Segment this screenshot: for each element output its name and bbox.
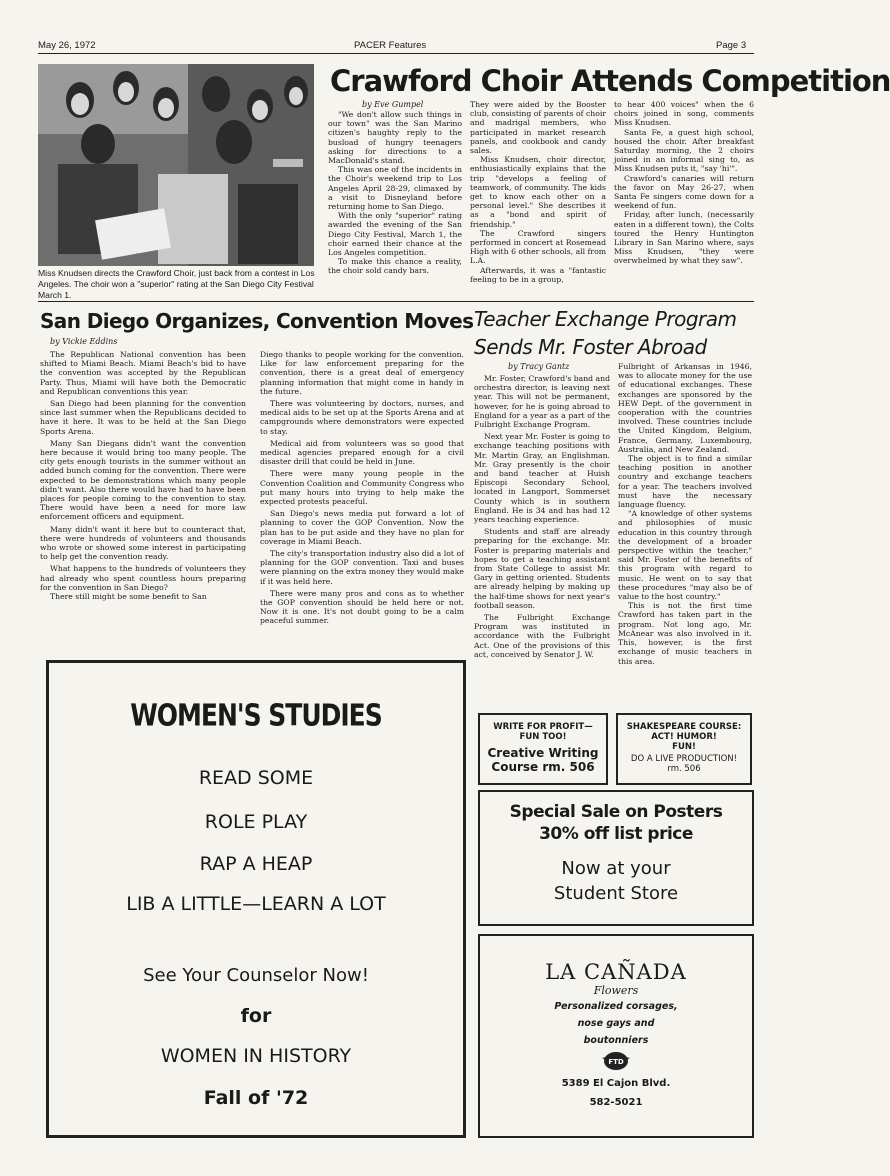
paragraph: The Fulbright Exchange Program was instituted in accordance with the Fulbright Act. One of the provisions of this act, conceived by Senator J. W. <box>474 613 610 659</box>
ad-line-read: READ SOME <box>198 767 314 789</box>
convention-headline: San Diego Organizes, Convention Moves <box>40 309 474 333</box>
paragraph: The Crawford singers performed in concert at Rosemead High with 6 other schools, all from L.A. <box>470 228 606 266</box>
shakespeare-line-2: ACT! HUMOR! <box>651 732 717 742</box>
paragraph: Mr. Foster, Crawford's band and orchestra director, is leaving next year. This will not be permanent, however, for he is going abroad to England for a year as a part of the Fulbright Exchange Program. <box>474 374 610 430</box>
ad-line-lib: LIB A LITTLE—LEARN A LOT <box>126 893 386 915</box>
shakespeare-line-1: SHAKESPEARE COURSE: <box>626 722 742 732</box>
writing-ad-line-3: Creative Writing <box>487 746 599 760</box>
page-number: Page 3 <box>716 40 747 51</box>
posters-line-4: Student Store <box>553 883 679 904</box>
creative-writing-ad <box>478 713 608 785</box>
choir-column-1 <box>328 110 462 276</box>
choir-byline: by Eve Gumpel <box>362 100 424 109</box>
posters-line-1: Special Sale on Posters <box>509 802 723 822</box>
paragraph: There still might be some benefit to San <box>50 592 207 602</box>
issue-date: May 26, 1972 <box>38 40 96 51</box>
florist-tag-2: nose gays and <box>577 1018 655 1029</box>
shakespeare-ad <box>616 713 752 785</box>
posters-line-3: Now at your <box>561 858 671 879</box>
florist-name: LA CAÑADA <box>545 960 687 984</box>
section-rule <box>38 301 754 302</box>
paragraph: Students and staff are already preparing for the exchange. Mr. Foster is preparing materials and hopes to get a teaching assistant from State College to assist Mr. Gary in getting oriented. Students are already helping by making up the half-time shows for next year's football season. <box>474 527 610 610</box>
exchange-headline-line-1: Teacher Exchange Program <box>474 307 737 331</box>
paragraph: They were aided by the Booster club, consisting of parents of choir and madrigal members, who participated in market research panels, and cookbook and candy sales. <box>470 100 606 156</box>
paragraph: Next year Mr. Foster is going to exchange teaching positions with Mr. Martin Gray, an Englishman. Mr. Gray presently is the choir and band teacher at Huish Episcopi Secondary School, located in Langport, Sommerset County which is in southern England. He is 34 and has had 12 years teaching experience. <box>474 432 610 525</box>
paragraph: To make this chance a reality, the choir sold candy bars. <box>328 257 462 276</box>
paragraph: This was one of the incidents in the Choir's weekend trip to Los Angeles April 28-29, climaxed by a visit to Disneyland before returning home to San Diego. <box>328 165 462 212</box>
florist-subname: Flowers <box>593 984 639 997</box>
convention-column-1 <box>40 350 246 601</box>
women-in-history-line: WOMEN IN HISTORY <box>160 1045 352 1067</box>
paragraph: There were many pros and cons as to whether the GOP convention should be held here or not. Now it is one. It's not doubt going to be a calm peaceful summer. <box>260 588 464 626</box>
paragraph: What happens to the hundreds of volunteers they had already who spent countless hours preparing for the convention in San Diego? <box>40 564 246 592</box>
header-rule <box>38 53 754 54</box>
choir-column-2 <box>470 100 606 284</box>
shakespeare-line-3: FUN! <box>672 742 696 752</box>
florist-tag-1: Personalized corsages, <box>554 1001 678 1012</box>
paragraph: Miss Knudsen, choir director, enthusiastically explains that the trip "develops a feeling of teamwork, of community. The kids get to know each other on a personal level." She describes it as a "bond and spirit of friendship." <box>470 155 606 229</box>
writing-ad-line-2: FUN TOO! <box>519 732 567 742</box>
paragraph: Medical aid from volunteers was so good that medical agencies prepared enough for a civil disaster drill that could be held in June. <box>260 438 464 467</box>
counselor-line: See Your Counselor Now! <box>143 965 369 986</box>
fall-term-line: Fall of '72 <box>203 1087 309 1109</box>
ftd-logo <box>480 1050 752 1076</box>
womens-studies-title: WOMEN'S STUDIES <box>130 698 382 733</box>
paragraph: There was volunteering by doctors, nurses, and medical aids to be set up at the Sports Arena and at campgrounds where demonstrators were expected to stay. <box>260 399 464 436</box>
for-line: for <box>240 1005 272 1027</box>
convention-column-2 <box>260 350 464 626</box>
florist-address: 5389 El Cajon Blvd. <box>561 1078 671 1089</box>
paragraph: This is not the first time Crawford has taken part in the program. Not long ago, Mr. McAnear was also involved in it. This, however, is the first exchange of music teachers in this area. <box>618 601 752 666</box>
ad-line-role: ROLE PLAY <box>204 811 308 833</box>
exchange-byline: by Tracy Gantz <box>508 362 570 371</box>
ad-line-rap: RAP A HEAP <box>199 853 313 875</box>
writing-ad-line-1: WRITE FOR PROFIT— <box>493 722 593 732</box>
paragraph: Friday, after lunch, (necessarily eaten in a different town), the Colts toured the Henry Huntington Library in San Marino where, says Miss Knudsen, "they were overwhelmed by what they saw". <box>614 210 754 266</box>
paragraph: There were many young people in the Convention Coalition and Community Congress who put many hours into trying to help make the expected protests peaceful. <box>260 469 464 507</box>
convention-byline: by Vickie Eddins <box>50 337 118 346</box>
paragraph: Diego thanks to people working for the convention. Like for law enforcement preparing for the convention, there is a great deal of emergency planning information that might come in handy in the future. <box>260 350 464 396</box>
exchange-headline-line-2: Sends Mr. Foster Abroad <box>474 335 707 359</box>
posters-line-2: 30% off list price <box>539 824 693 844</box>
womens-studies-ad <box>46 660 466 1138</box>
paragraph: "A knowledge of other systems and philosophies of music education in this country through the development of a broader perspective within the teacher," said Mr. Foster of the benefits of this program with regard to music. He went on to say that these procedures "may also be of value to the host country." <box>618 509 752 602</box>
paragraph: Fulbright of Arkansas in 1946, was to allocate money for the use of educational exchanges. These exchanges are sponsored by the HEW Dept. of the government in cooperation with the countries involved. These countries include the United Kingdom, Belgium, France, Germany, Luxembourg, Australia, and New Zealand. <box>618 362 752 454</box>
florist-ad <box>478 934 754 1138</box>
paragraph: Crawford's canaries will return the favor on May 26-27, when Santa Fe singers come down for a weekend of fun. <box>614 173 754 211</box>
exchange-column-2 <box>618 362 752 666</box>
choir-headline: Crawford Choir Attends Competition <box>330 64 890 98</box>
posters-sale-ad <box>478 790 754 926</box>
paragraph: With the only "superior" rating awarded the evening of the San Diego City Festival, March 1, the choir earned their chance at the Los Angeles competition. <box>328 211 462 258</box>
florist-phone: 582-5021 <box>589 1097 643 1108</box>
paragraph: Afterwards, it was a "fantastic feeling to be in a group, <box>470 265 606 284</box>
florist-tag-3: boutonniers <box>583 1035 649 1046</box>
paragraph: Santa Fe, a guest high school, housed the choir. After breakfast Saturday morning, the 2 choirs joined in an informal sing to, as Miss Knudsen puts it, "say 'hi'". <box>614 127 754 174</box>
shakespeare-line-4: DO A LIVE PRODUCTION! <box>630 754 738 764</box>
paragraph: "We don't allow such things in our town" was the San Marino citizen's haughty reply to the busload of hungry teenagers asking for directions to a MacDonald's stand. <box>328 110 462 166</box>
paragraph: San Diego had been planning for the convention since last summer when the Republicans decided to have it here. It was to be held at the San Diego Sports Arena. <box>40 399 246 436</box>
choir-photo <box>38 64 314 266</box>
section-name: PACER Features <box>354 40 427 51</box>
exchange-column-1 <box>474 374 610 659</box>
paragraph: The Republican National convention has been shifted to Miami Beach. Miami Beach's bid to have the convention was accepted by the Republican Party. Thus, Miami will have both the Democratic and Republican conventions this year. <box>40 350 246 396</box>
paragraph: The object is to find a similar teaching position in another country and exchange teachers for a year. The teachers involved must have the necessary language fluency. <box>618 454 752 510</box>
ftd-label: FTD <box>608 1058 624 1066</box>
choir-column-3 <box>614 100 754 266</box>
shakespeare-line-5: rm. 506 <box>667 764 701 774</box>
paragraph: Many didn't want it here but to counteract that, there were hundreds of volunteers and thousands who wrote or showed some interest in participating to help get the convention ready. <box>40 524 246 562</box>
writing-ad-line-4: Course rm. 506 <box>491 760 595 774</box>
paragraph: to hear 400 voices" when the 6 choirs joined in song, comments Miss Knudsen. <box>614 100 754 128</box>
photo-caption: Miss Knudsen directs the Crawford Choir, just back from a contest in Los Angeles. The choir won a "superior" rating at the San Diego City Festival March 1. <box>38 268 315 300</box>
paragraph: San Diego's news media put forward a lot of planning to cover the GOP Convention. Now the plan has to be put aside and they have no plan for coverage in Miami Beach. <box>260 509 464 546</box>
paragraph: The city's transportation industry also did a lot of planning for the GOP convention. Taxi and buses were planning on the extra money they would make if it was held here. <box>260 549 464 586</box>
paragraph: Many San Diegans didn't want the convention here because it would bring too many people. The city gets enough tourists in the summer without an added bunch coming for the convention. There were expected to be demonstrations which many people didn't want. Also there would have had to have been places for people coming to the convention to stay. There would have been a need for more law enforcement officers and equipment. <box>40 438 246 522</box>
